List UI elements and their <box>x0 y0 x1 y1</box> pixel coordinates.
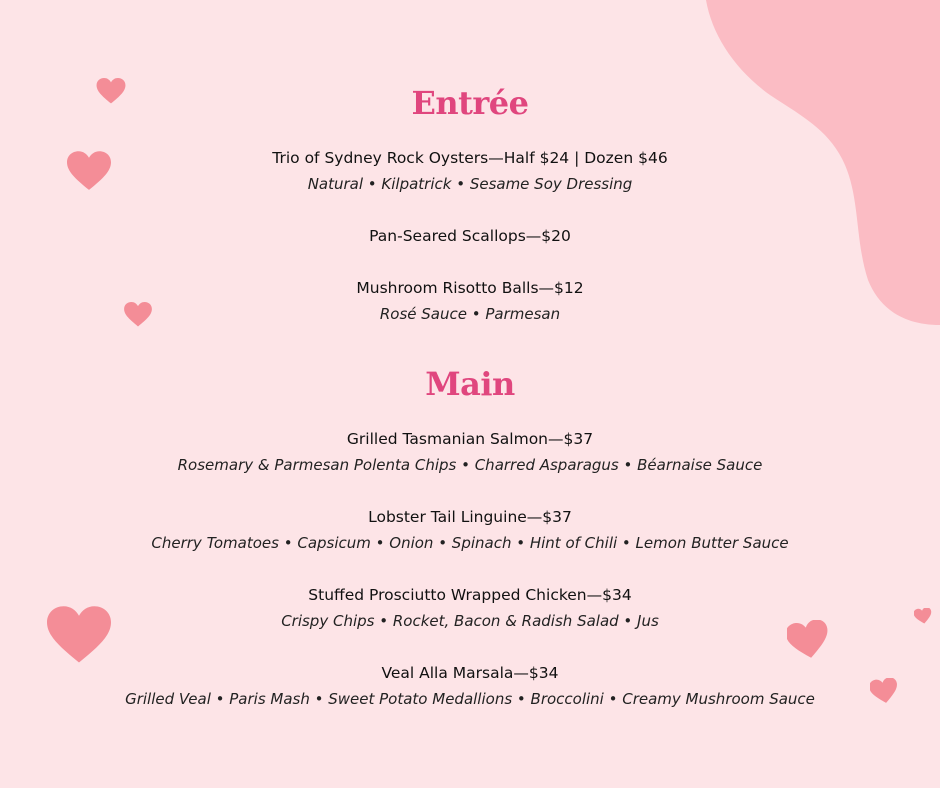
item-description: Crispy Chips • Rocket, Bacon & Radish Salad • Jus <box>281 612 659 630</box>
menu-item <box>0 662 940 710</box>
menu-item <box>0 428 940 476</box>
item-name: Veal Alla Marsala—$34 <box>381 664 559 682</box>
item-description: Natural • Kilpatrick • Sesame Soy Dressing <box>307 175 633 193</box>
item-name: Stuffed Prosciutto Wrapped Chicken—$34 <box>308 586 632 604</box>
menu-item <box>0 584 940 632</box>
menu-item <box>0 277 940 325</box>
section-title-main: Main <box>425 365 515 403</box>
item-name: Lobster Tail Linguine—$37 <box>368 508 572 526</box>
item-description: Cherry Tomatoes • Capsicum • Onion • Spinach • Hint of Chili • Lemon Butter Sauce <box>151 534 789 552</box>
item-name: Pan-Seared Scallops—$20 <box>369 227 571 245</box>
item-name: Trio of Sydney Rock Oysters—Half $24 | Dozen $46 <box>272 149 668 167</box>
section-title-entree: Entrée <box>411 84 529 122</box>
menu-item <box>0 506 940 554</box>
item-description: Rosemary & Parmesan Polenta Chips • Charred Asparagus • Béarnaise Sauce <box>177 456 763 474</box>
menu-item <box>0 225 940 247</box>
menu-item <box>0 147 940 195</box>
item-name: Grilled Tasmanian Salmon—$37 <box>346 430 594 448</box>
item-description: Grilled Veal • Paris Mash • Sweet Potato Medallions • Broccolini • Creamy Mushroom Sauce <box>125 690 815 708</box>
item-description: Rosé Sauce • Parmesan <box>379 305 561 323</box>
item-name: Mushroom Risotto Balls—$12 <box>356 279 584 297</box>
